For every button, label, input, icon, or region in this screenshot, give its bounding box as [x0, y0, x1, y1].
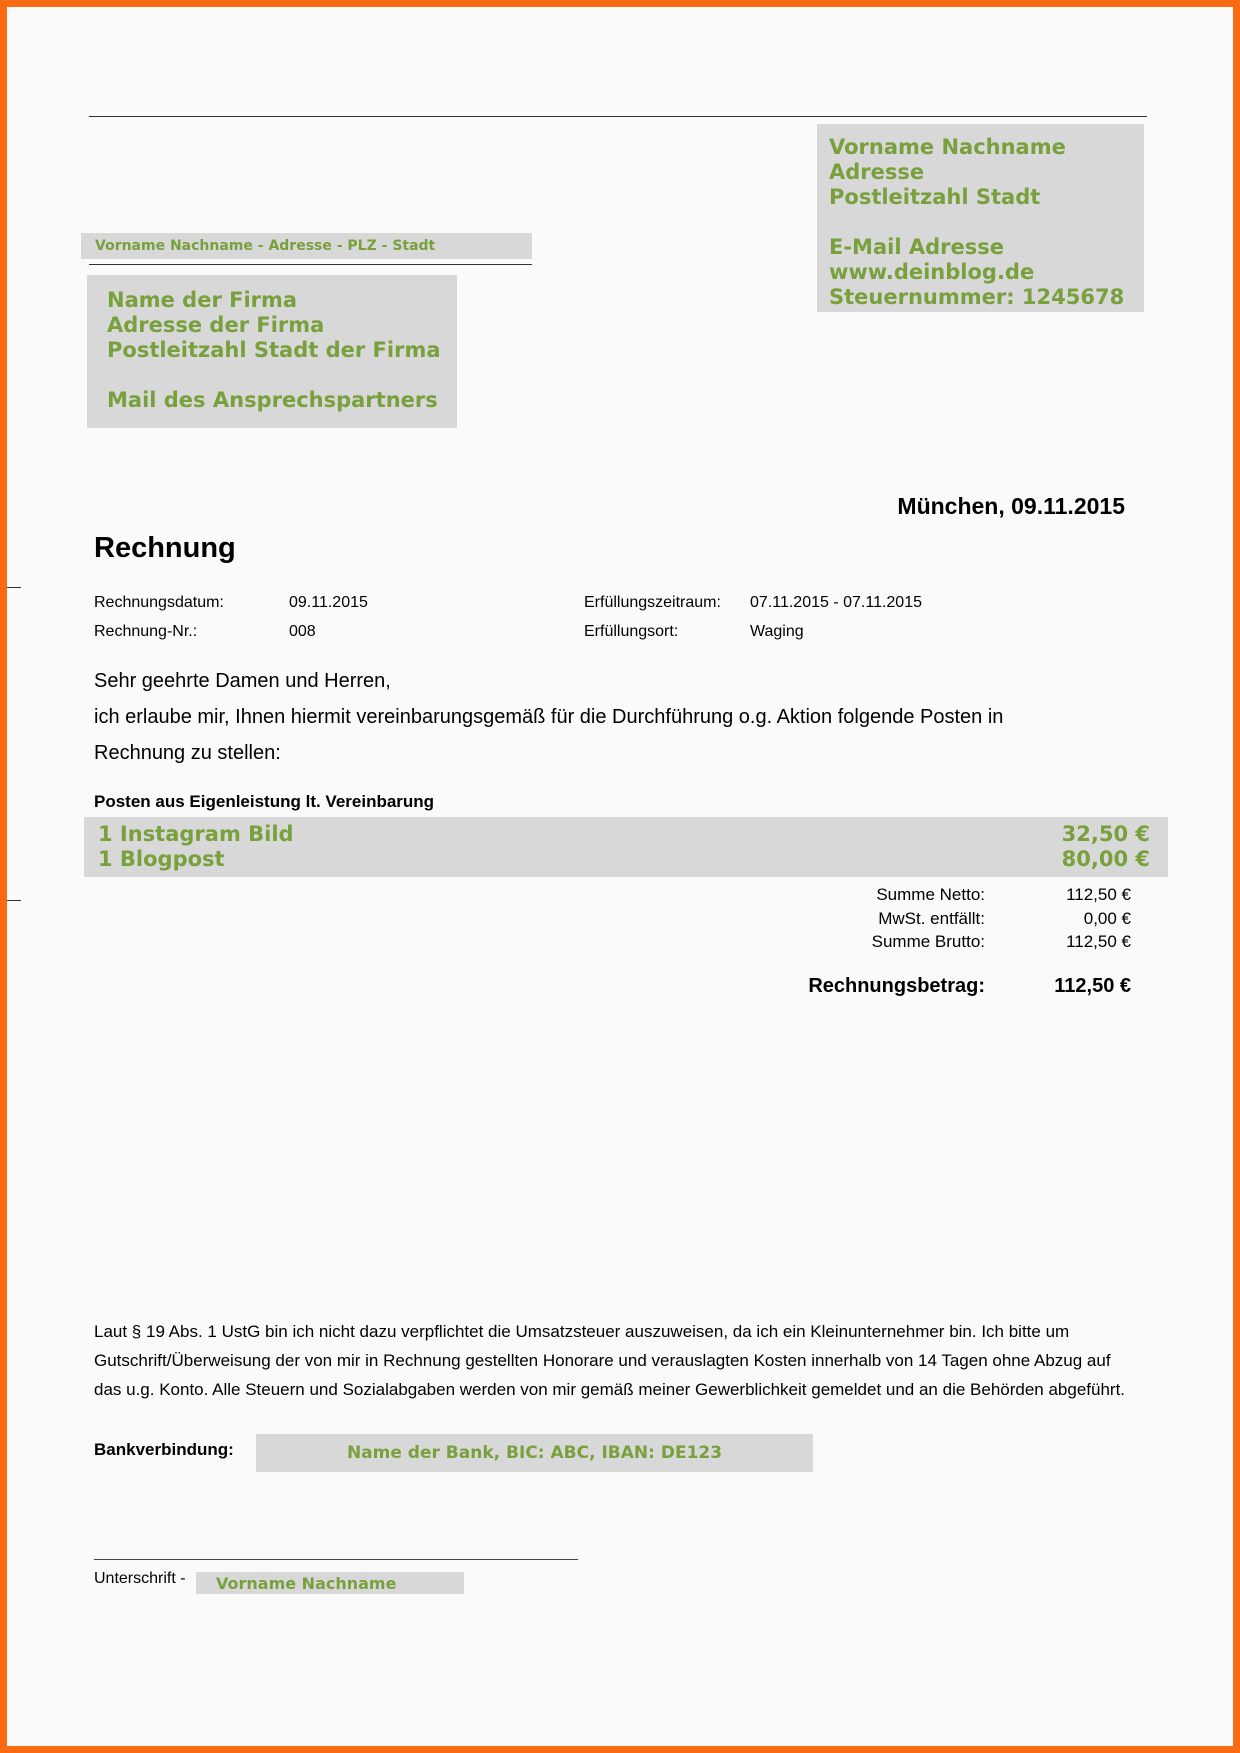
recipient-address-line: Mail des Ansprechspartners — [107, 388, 438, 412]
invoice-amount: 112,50 € — [1054, 975, 1131, 997]
gross-total: 112,50 € — [1066, 932, 1131, 951]
recipient-address-line — [107, 363, 441, 388]
bank-details-box — [256, 1434, 813, 1472]
item-price: 32,50 € — [1061, 822, 1150, 846]
invoice-amount-label: Rechnungsbetrag: — [808, 975, 985, 997]
item-name: 1 Instagram Bild — [98, 822, 294, 846]
return-address-box — [81, 233, 532, 259]
invoice-page — [7, 7, 1233, 1746]
recipient-address-box — [87, 275, 457, 428]
service-place: Waging — [750, 623, 804, 640]
invoice-number: 008 — [289, 623, 316, 640]
gross-total-label: Summe Brutto: — [871, 932, 985, 951]
return-address-rule — [89, 264, 532, 265]
invoice-number-label: Rechnung-Nr.: — [94, 623, 198, 640]
service-period: 07.11.2015 - 07.11.2015 — [750, 594, 922, 611]
items-list — [84, 817, 1168, 877]
intro-line-2: Rechnung zu stellen: — [94, 742, 281, 764]
recipient-address-line: Adresse der Firma — [107, 313, 325, 337]
net-total-label: Summe Netto: — [876, 885, 985, 904]
sender-address-line: www.deinblog.de — [829, 260, 1035, 284]
signature-label: Unterschrift - — [94, 1570, 186, 1587]
vat-label: MwSt. entfällt: — [878, 909, 985, 928]
invoice-date: 09.11.2015 — [289, 594, 368, 611]
recipient-address — [107, 288, 441, 413]
place-date: München, 09.11.2015 — [897, 493, 1125, 519]
sender-address-line: Steuernummer: 1245678 — [829, 285, 1125, 309]
bank-label: Bankverbindung: — [94, 1440, 234, 1459]
sender-address-box — [817, 124, 1144, 312]
item-price: 80,00 € — [1061, 847, 1150, 871]
bank-details: Name der Bank, BIC: ABC, IBAN: DE123 — [346, 1443, 723, 1463]
sender-address-line: Vorname Nachname — [829, 135, 1066, 159]
fold-mark-middle — [7, 900, 21, 901]
fold-mark-top — [7, 587, 21, 588]
service-period-label: Erfüllungszeitraum: — [584, 594, 721, 611]
tax-notice: Laut § 19 Abs. 1 UstG bin ich nicht dazu verpflichtet die Umsatzsteuer auszuweisen, da ich ein Kleinunternehmer bin. Ich bitte um Gutschrift/Überweisung der von mir in Rechnung gestellten Honorare und verauslagten Kosten innerhalb von 14 Tagen ohne Abzug auf das u.g. Konto. Alle Steuern und Sozialabgaben werden von mir gemäß meiner Gewerblichkeit gemeldet und an die Behörden abgeführt. — [94, 1322, 1126, 1399]
sender-address-line — [829, 210, 1124, 235]
greeting: Sehr geehrte Damen und Herren, — [94, 670, 391, 692]
header-rule — [89, 116, 1147, 117]
vat-amount: 0,00 € — [1083, 909, 1131, 928]
sender-address-line: Postleitzahl Stadt — [829, 185, 1041, 209]
items-heading: Posten aus Eigenleistung lt. Vereinbarung — [94, 792, 435, 811]
net-total: 112,50 € — [1066, 885, 1131, 904]
sender-address-line: E-Mail Adresse — [829, 235, 1004, 259]
recipient-address-line: Postleitzahl Stadt der Firma — [107, 338, 441, 362]
signature-name-box — [196, 1572, 464, 1594]
signature-name: Vorname Nachname — [216, 1574, 397, 1593]
signature-line — [94, 1559, 578, 1560]
return-address: Vorname Nachname - Adresse - PLZ - Stadt — [95, 238, 436, 254]
intro-line-1: ich erlaube mir, Ihnen hiermit vereinbarungsgemäß für die Durchführung o.g. Aktion folgende Posten in — [94, 706, 1004, 728]
item-name: 1 Blogpost — [98, 847, 225, 871]
service-place-label: Erfüllungsort: — [584, 623, 679, 640]
document-title: Rechnung — [94, 532, 236, 564]
sender-address — [829, 135, 1124, 310]
recipient-address-line: Name der Firma — [107, 288, 298, 312]
sender-address-line: Adresse — [829, 160, 925, 184]
invoice-date-label: Rechnungsdatum: — [94, 594, 224, 611]
